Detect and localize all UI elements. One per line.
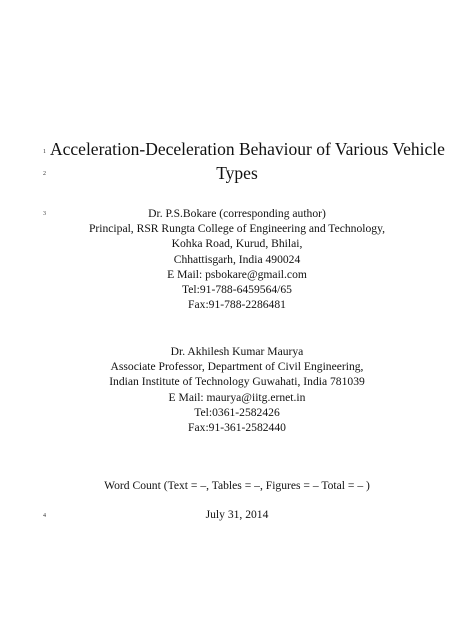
author-address: Indian Institute of Technology Guwahati, India 781039 xyxy=(109,375,365,389)
document-date: July 31, 2014 xyxy=(205,508,269,521)
word-count: Word Count (Text = –, Tables = –, Figures = – Total = – ) xyxy=(104,479,370,492)
author-phone: Tel:91-788-6459564/65 xyxy=(182,283,292,297)
author-affiliation: Associate Professor, Department of Civil Engineering, xyxy=(110,360,364,374)
line-number: 1 xyxy=(43,149,46,155)
author-name: Dr. Akhilesh Kumar Maurya xyxy=(170,345,304,358)
line-number: 2 xyxy=(43,171,46,177)
line-number: 4 xyxy=(43,513,46,519)
paper-title-line-1: Acceleration-Deceleration Behaviour of Various Vehicle xyxy=(50,139,445,159)
author-email: E Mail: psbokare@gmail.com xyxy=(167,267,307,281)
author-address: Kohka Road, Kurud, Bhilai, xyxy=(171,237,303,251)
author-name: Dr. P.S.Bokare (corresponding author) xyxy=(148,207,326,220)
paper-title-line-2: Types xyxy=(216,163,258,183)
line-number: 3 xyxy=(43,211,46,217)
author-phone: Tel:0361-2582426 xyxy=(194,405,280,419)
author-fax: Fax:91-361-2582440 xyxy=(188,421,286,435)
author-block-1 xyxy=(50,206,424,312)
author-block-2 xyxy=(50,344,424,435)
author-email: E Mail: maurya@iitg.ernet.in xyxy=(168,390,306,404)
author-fax: Fax:91-788-2286481 xyxy=(188,298,286,312)
paper-title xyxy=(50,137,445,185)
author-affiliation: Principal, RSR Rungta College of Engineering and Technology, xyxy=(88,222,386,236)
author-address: Chhattisgarh, India 490024 xyxy=(173,252,301,266)
